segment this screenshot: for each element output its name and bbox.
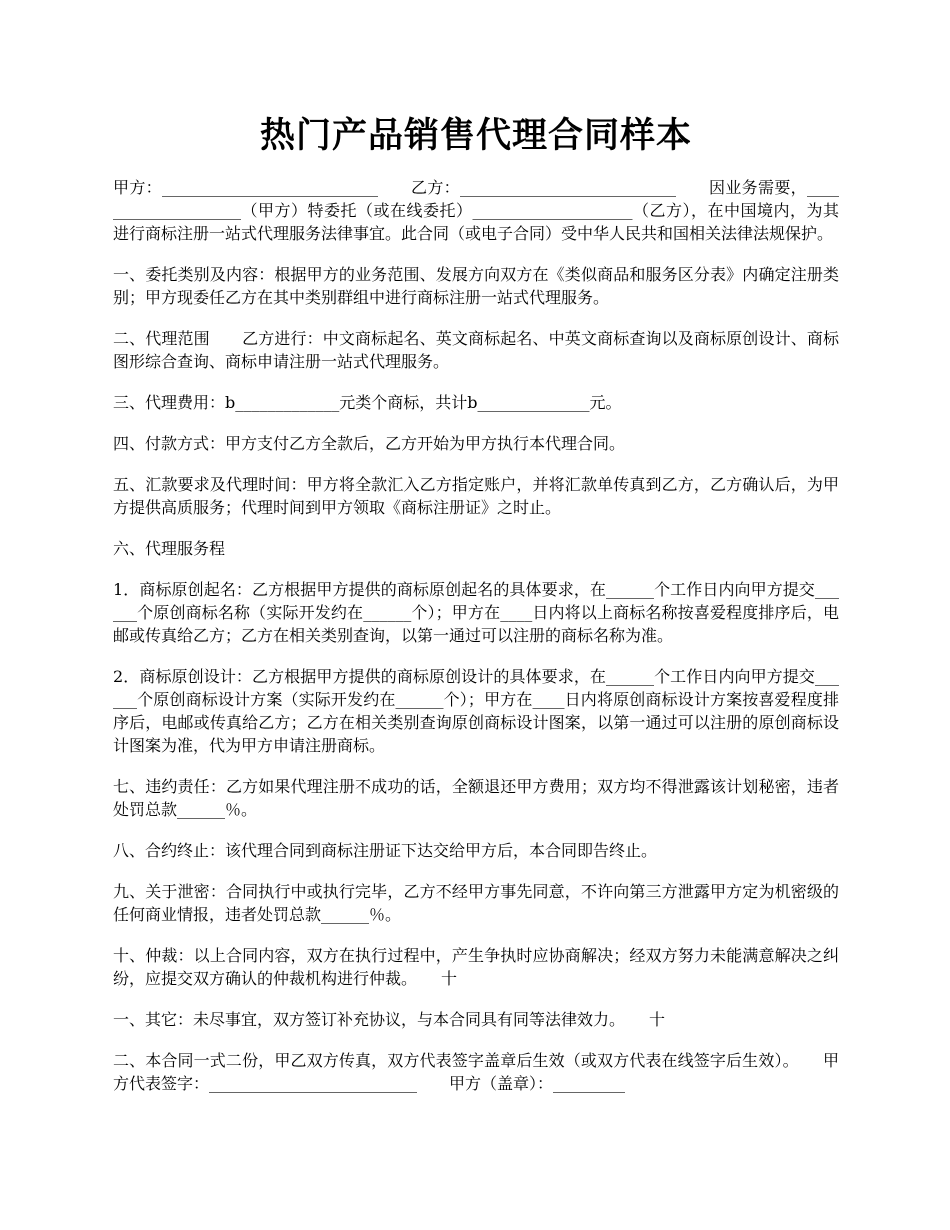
paragraph-clause-12: 二、本合同一式二份，甲乙双方传真，双方代表签字盖章后生效（或双方代表在线签字后生效）。 甲方代表签字：__________________________ 甲方（盖章）：_________ — [113, 1051, 839, 1093]
paragraph-clause-6-2: 2．商标原创设计：乙方根据甲方提供的商标原创设计的具体要求，在______个工作日内向甲方提交______个原创商标设计方案（实际开发约在______个）；甲方在____日内将原创商标设计方案按喜爱程度排序后，电邮或传真给乙方；乙方在相关类别查询原创商标设计图案，以第一通过可以注册的原创商标设计图案为准，代为甲方申请注册商标。 — [113, 667, 839, 755]
paragraph-clause-10: 十、仲裁：以上合同内容，双方在执行过程中，产生争执时应协商解决；经双方努力未能满意解决之纠纷，应提交双方确认的仲裁机构进行仲裁。 十 — [113, 946, 839, 988]
paragraph-clause-1: 一、委托类别及内容：根据甲方的业务范围、发展方向双方在《类似商品和服务区分表》内确定注册类别；甲方现委任乙方在其中类别群组中进行商标注册一站式代理服务。 — [113, 265, 839, 307]
paragraph-clause-2: 二、代理范围 乙方进行：中文商标起名、英文商标起名、中英文商标查询以及商标原创设计、商标图形综合查询、商标申请注册一站式代理服务。 — [113, 329, 839, 371]
document-page — [113, 108, 839, 1113]
paragraph-clause-4: 四、付款方式：甲方支付乙方全款后，乙方开始为甲方执行本代理合同。 — [113, 434, 626, 453]
paragraph-clause-11: 一、其它：未尽事宜，双方签订补充协议，与本合同具有同等法律效力。 十 — [113, 1010, 666, 1029]
paragraph-clause-7: 七、违约责任：乙方如果代理注册不成功的话，全额退还甲方费用；双方均不得泄露该计划秘密，违者处罚总款______％。 — [113, 777, 839, 819]
paragraph-clause-9: 九、关于泄密：合同执行中或执行完毕，乙方不经甲方事先同意，不许向第三方泄露甲方定为机密级的任何商业情报，违者处罚总款______％。 — [113, 882, 839, 924]
paragraph-clause-8: 八、合约终止：该代理合同到商标注册证下达交给甲方后，本合同即告终止。 — [113, 841, 658, 860]
paragraph-clause-5: 五、汇款要求及代理时间：甲方将全款汇入乙方指定账户，并将汇款单传真到乙方，乙方确认后，为甲方提供高质服务；代理时间到甲方领取《商标注册证》之时止。 — [113, 475, 839, 517]
paragraph-clause-6: 六、代理服务程 — [113, 539, 226, 558]
document-title: 热门产品销售代理合同样本 — [259, 115, 692, 156]
paragraph-clause-3: 三、代理费用：b_____________元类个商标，共计b______________元。 — [113, 393, 622, 412]
paragraph-clause-6-1: 1．商标原创起名：乙方根据甲方提供的商标原创起名的具体要求，在______个工作日内向甲方提交______个原创商标名称（实际开发约在______个）；甲方在____日内将以上商标名称按喜爱程度排序后，电邮或传真给乙方；乙方在相关类别查询，以第一通过可以注册的商标名称为准。 — [113, 580, 839, 645]
paragraph-parties: 甲方：___________________________ 乙方：___________________________ 因业务需要，____________________（甲方）特委托（或在线委托）____________________（乙方），在中国境内，为其进行商标注册一站式代理服务法律事宜。此合同（或电子合同）受中华人民共和国相关法律法规保护。 — [113, 178, 839, 243]
